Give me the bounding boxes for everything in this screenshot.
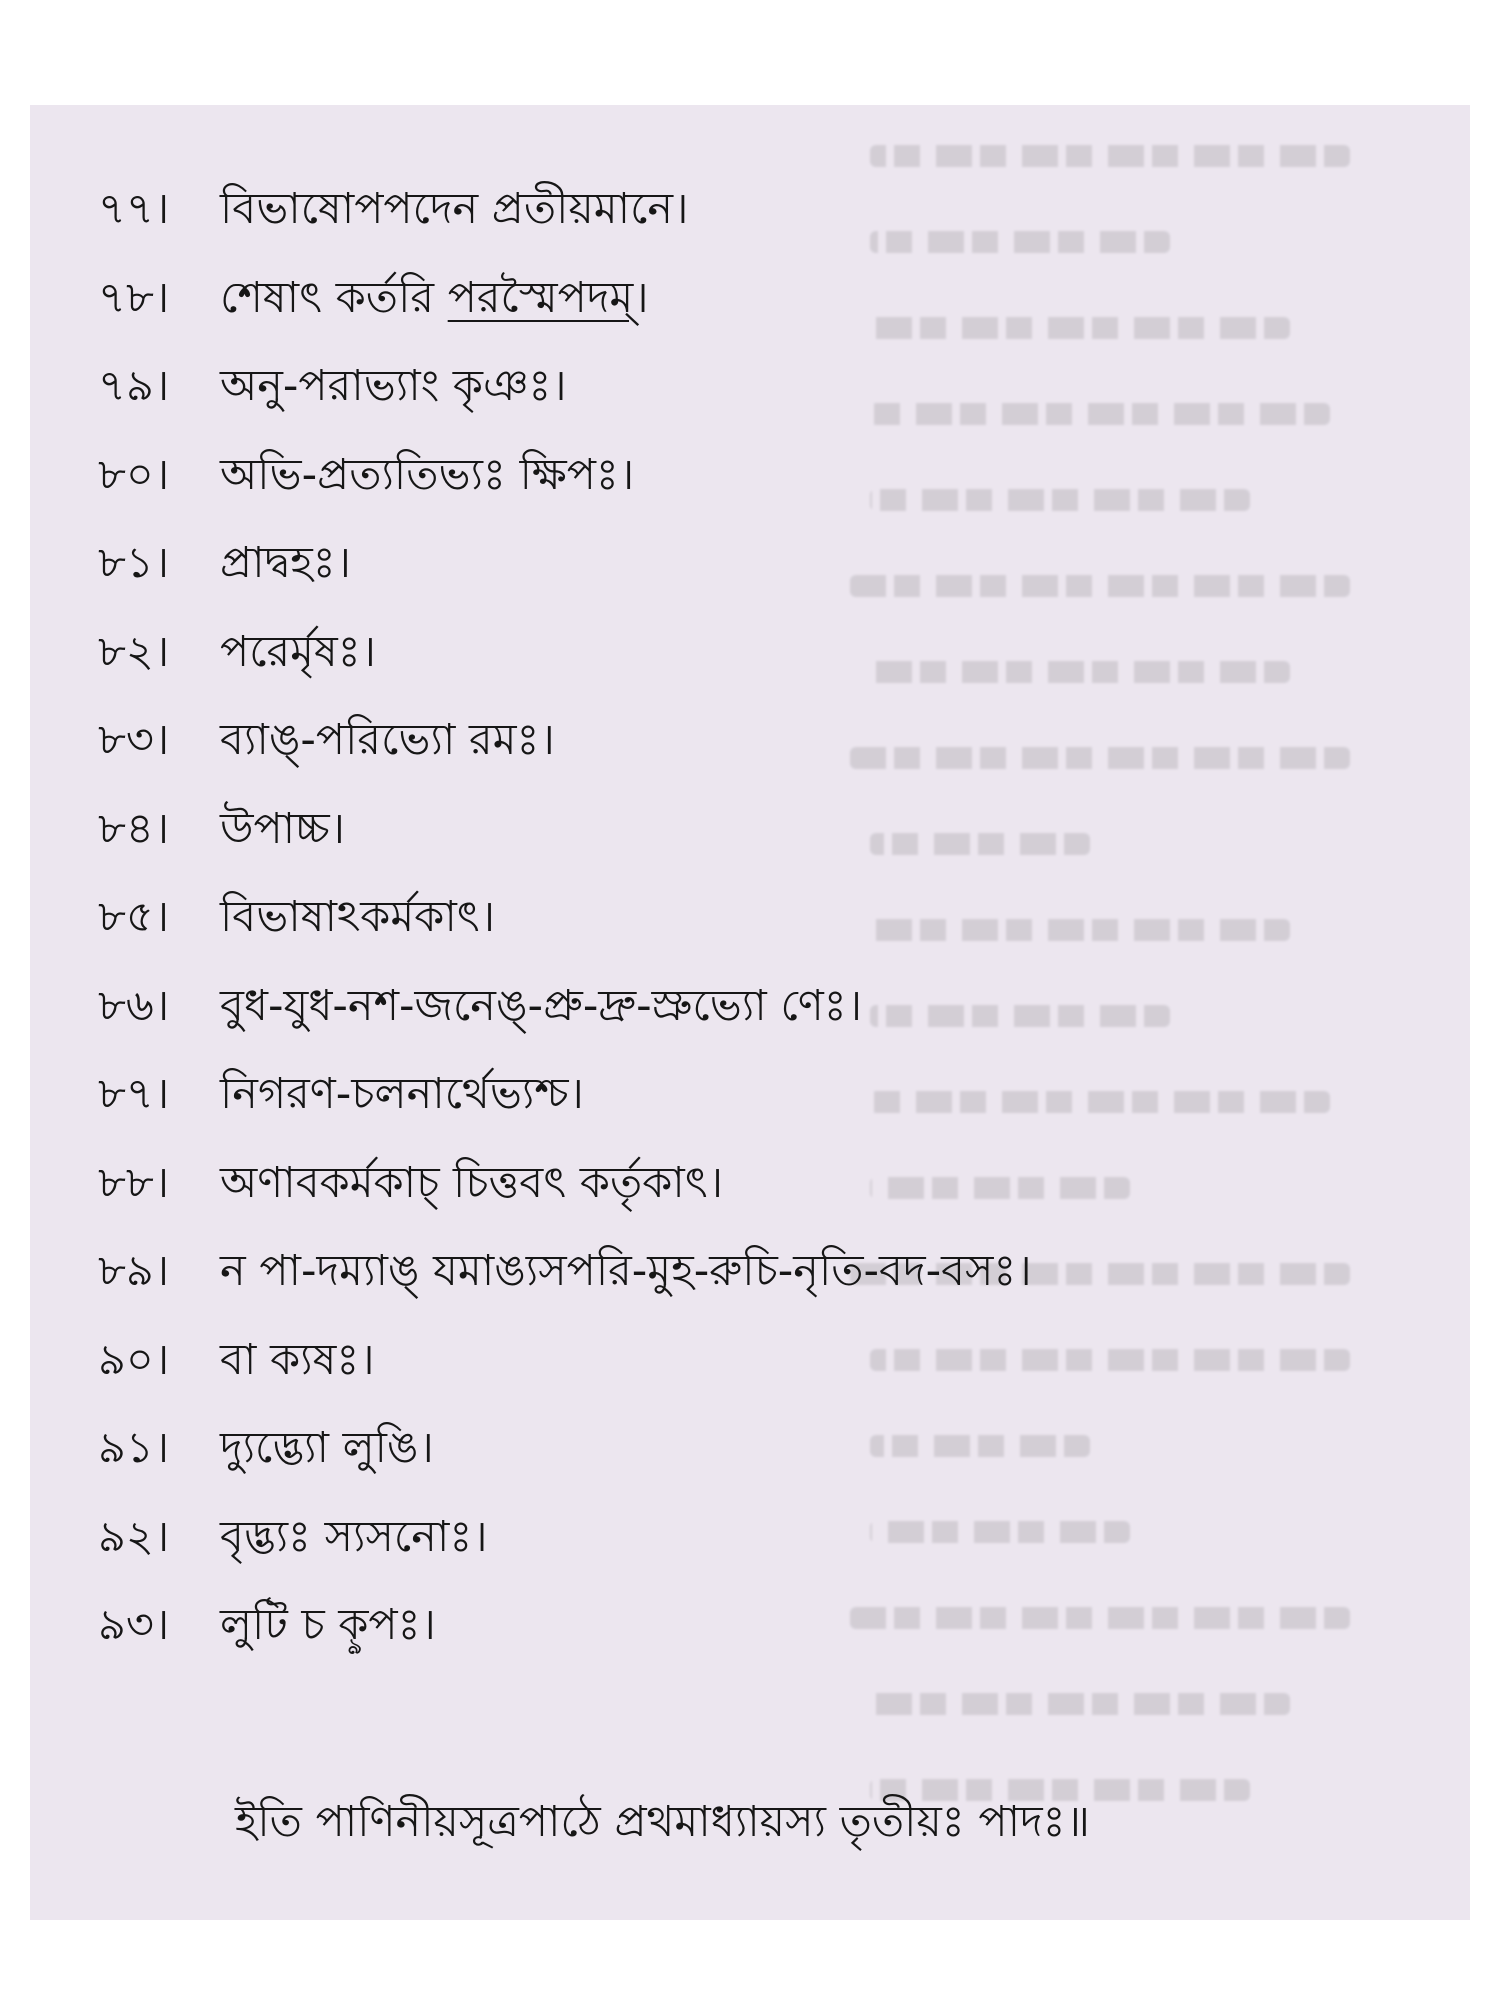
sutra-text — [220, 1512, 488, 1562]
sutra-row — [98, 608, 1032, 697]
sutra-number: ৮৪। — [98, 803, 170, 854]
chapter-colophon: ইতি পাণিনীয়সূত্রপাঠে প্রথমাধ্যায়স্য তৃতীয়ঃ পাদঃ॥ — [235, 1797, 1090, 1847]
sutra-underlined-word: পরস্মৈপদম্ — [447, 272, 634, 323]
sutra-number: ৮৫। — [98, 892, 170, 942]
sutra-row — [98, 873, 1032, 962]
sutra-text-main: উপাচ্চ। — [220, 803, 346, 854]
sutra-row — [98, 1050, 1032, 1139]
sutra-number: ৯১। — [98, 1423, 170, 1473]
sutra-row — [98, 962, 1032, 1051]
sutra-text-main: বা ক্যষঃ। — [220, 1334, 375, 1385]
sutra-row — [98, 1581, 1032, 1670]
sutra-number: ৮৩। — [98, 715, 170, 765]
sutra-text-main: বিভাষোপপদেন প্রতীয়মানে। — [220, 184, 689, 234]
sutra-text — [220, 450, 634, 500]
sutra-text — [220, 184, 688, 234]
sutra-text-main: প্রাদ্বহঃ। — [220, 538, 352, 588]
sutra-text-main: বিভাষাঽকর্মকাৎ। — [220, 892, 496, 942]
sutra-row — [98, 165, 1032, 254]
sutra-number: ৯২। — [98, 1511, 170, 1562]
sutra-number: ৮১। — [98, 538, 170, 588]
sutra-text — [220, 981, 862, 1031]
sutra-row — [98, 342, 1032, 431]
sutra-number: ৭৮। — [98, 272, 170, 323]
sutra-number: ৮৬। — [98, 980, 170, 1031]
sutra-text — [220, 273, 649, 323]
sutra-text — [220, 804, 345, 854]
sutra-text-main: লুটি চ কৢপঃ। — [220, 1600, 436, 1650]
sutra-text — [220, 1069, 584, 1119]
sutra-number: ৮৯। — [98, 1246, 170, 1296]
sutra-text-main: অণাবকর্মকাচ্ চিত্তবৎ কর্তৃকাৎ। — [220, 1157, 724, 1208]
sutra-text — [220, 715, 555, 765]
sutra-text-main: শেষাৎ কর্তরি — [220, 272, 448, 323]
sutra-text — [220, 1600, 436, 1650]
sutra-text — [220, 538, 351, 588]
sutra-text-main: পরের্মৃষঃ। — [220, 626, 377, 677]
sutra-text-main: ন পা-দম্যাঙ্ যমাঙ্যসপরি-মুহ-রুচি-নৃতি-বদ-বসঃ। — [220, 1246, 1032, 1296]
sutra-text-main: অনু-পরাভ্যাং কৃঞঃ। — [220, 361, 567, 411]
sutra-text — [220, 627, 376, 677]
sutra-row — [98, 1493, 1032, 1582]
sutra-list — [98, 165, 1032, 1670]
sutra-row — [98, 519, 1032, 608]
sutra-text — [220, 892, 495, 942]
sutra-row — [98, 1227, 1032, 1316]
sutra-text — [220, 1335, 375, 1385]
sutra-number: ৮০। — [98, 449, 170, 500]
sutra-row — [98, 696, 1032, 785]
sutra-text — [220, 1423, 434, 1473]
sutra-number: ৮২। — [98, 626, 170, 677]
sutra-row — [98, 1404, 1032, 1493]
sutra-text — [220, 1158, 723, 1208]
sutra-text-main: অভি-প্রত্যতিভ্যঃ ক্ষিপঃ। — [220, 449, 635, 500]
sutra-number: ৯০। — [98, 1334, 170, 1385]
sutra-text-end: । — [633, 272, 649, 323]
sutra-row — [98, 785, 1032, 874]
sutra-text — [220, 361, 567, 411]
sutra-row — [98, 1139, 1032, 1228]
sutra-text-main: বুধ-যুধ-নশ-জনেঙ্-প্রু-দ্রু-স্রুভ্যো ণেঃ। — [220, 980, 863, 1031]
sutra-row — [98, 1316, 1032, 1405]
sutra-number: ৭৭। — [98, 184, 170, 234]
sutra-text-main: বৃদ্ভ্যঃ স্যসনোঃ। — [220, 1511, 488, 1562]
sutra-text — [220, 1246, 1032, 1296]
sutra-number: ৮৮। — [98, 1157, 170, 1208]
sutra-number: ৯৩। — [98, 1600, 170, 1650]
book-page — [30, 105, 1470, 1920]
sutra-text-main: ব্যাঙ্-পরিভ্যো রমঃ। — [220, 715, 555, 765]
sutra-number: ৭৯। — [98, 361, 170, 411]
sutra-text-main: দ্যুদ্ভ্যো লুঙি। — [220, 1423, 434, 1473]
sutra-text-main: নিগরণ-চলনার্থেভ্যশ্চ। — [220, 1069, 584, 1119]
sutra-row — [98, 431, 1032, 520]
sutra-row — [98, 254, 1032, 343]
sutra-number: ৮৭। — [98, 1069, 170, 1119]
